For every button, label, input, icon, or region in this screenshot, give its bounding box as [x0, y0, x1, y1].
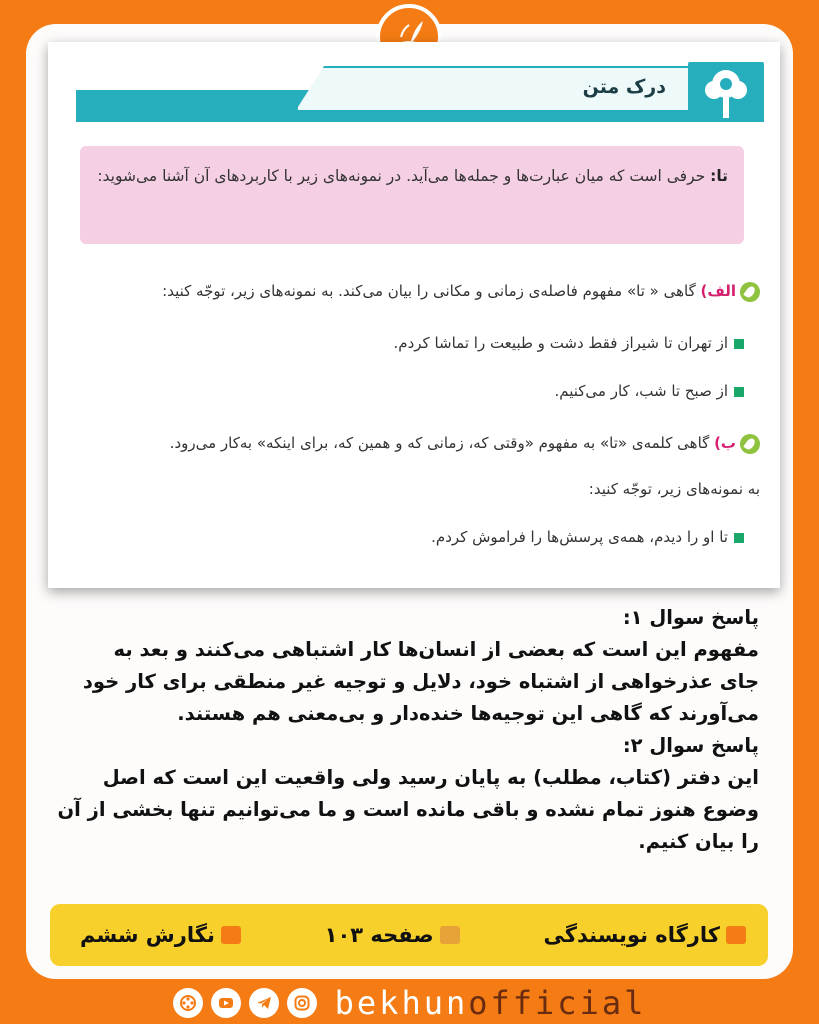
part-b-text: ب) گاهی کلمه‌ی «تا» به مفهوم «وقتی که، زمانی که و همین که، برای اینکه» به‌کار می‌رود. [170, 432, 760, 454]
film-reel-icon[interactable] [173, 988, 203, 1018]
answer-1-line: می‌آورند که گاهی این توجیه‌ها خنده‌دار و بی‌معنی هم هستند. [177, 702, 759, 725]
page-label: صفحه ۱۰۳ [325, 923, 460, 947]
part-b-continued: به نمونه‌های زیر، توجّه کنید: [588, 480, 760, 498]
textbook-page [48, 42, 780, 588]
telegram-icon[interactable] [249, 988, 279, 1018]
info-bar [50, 904, 768, 966]
answer-2-line: را بیان کنیم. [638, 830, 759, 853]
answer-2-title: پاسخ سوال ۲: [622, 734, 759, 757]
answer-2-line: این دفتر (کتاب، مطلب) به پایان رسید ولی واقعیت این است که اصل [102, 766, 759, 789]
leaf-icon [740, 282, 760, 302]
book-icon [440, 926, 460, 944]
bullet-icon [734, 387, 744, 397]
tree-icon [688, 62, 764, 122]
example-b1: تا او را دیدم، همه‌ی پرسش‌ها را فراموش کردم. [431, 526, 744, 548]
leaf-icon [740, 434, 760, 454]
answer-1-line: جای عذرخواهی از اشتباه خود، دلایل و توجیه غیر منطقی برای کار خود [82, 670, 759, 693]
answer-1-line: مفهوم این است که بعضی از انسان‌ها کار اشتباهی می‌کنند و بعد به [113, 638, 759, 661]
youtube-icon[interactable] [211, 988, 241, 1018]
user-icon [726, 926, 746, 944]
section-title: درک متن [582, 76, 666, 98]
example-a2: از صبح تا شب، کار می‌کنیم. [554, 380, 744, 402]
instagram-icon[interactable] [287, 988, 317, 1018]
example-a1: از تهران تا شیراز فقط دشت و طبیعت را تماشا کردم. [394, 332, 744, 354]
workshop-label: کارگاه نویسندگی [544, 923, 746, 947]
answer-1-title: پاسخ سوال ۱: [622, 606, 759, 629]
intro-box: تا: حرفی است که میان عبارت‌ها و جمله‌ها می‌آید. در نمونه‌های زیر با کاربردهای آن آشنا می‌شوید: [80, 146, 744, 244]
footer [0, 982, 819, 1024]
grade-label: نگارش ششم [80, 923, 241, 947]
bullet-icon [734, 339, 744, 349]
answers-section [59, 602, 759, 858]
graduation-cap-icon [221, 926, 241, 944]
answer-2-line: وضوع هنوز تمام نشده و باقی مانده است و ما می‌توانیم تنها بخشی از آن [57, 798, 759, 821]
bullet-icon [734, 533, 744, 543]
section-banner [76, 62, 764, 124]
brand-name: bekhunofficial [334, 984, 647, 1022]
part-a-text: الف) گاهی « تا» مفهوم فاصله‌ی زمانی و مکانی را بیان می‌کند. به نمونه‌های زیر، توجّه کنید: [162, 280, 760, 302]
